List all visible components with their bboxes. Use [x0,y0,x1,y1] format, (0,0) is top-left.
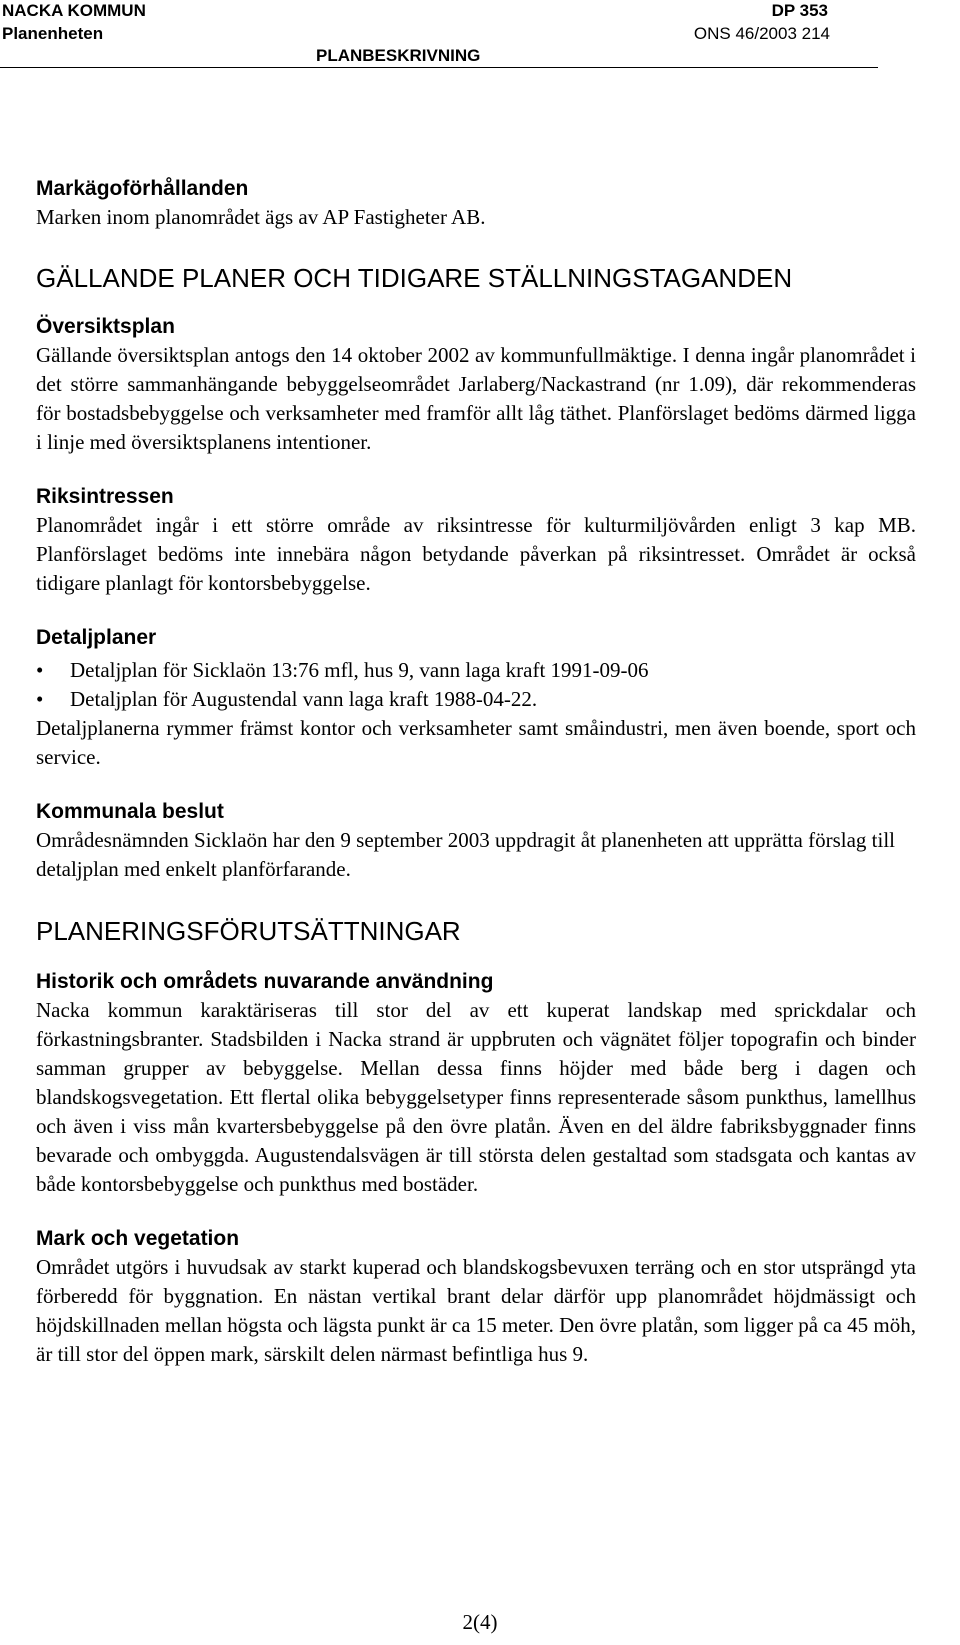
heading-oversiktsplan: Översiktsplan [36,315,175,338]
bullet-icon: • [36,658,44,682]
heading-detaljplaner: Detaljplaner [36,626,157,649]
heading-kommunala-beslut: Kommunala beslut [36,800,224,823]
paragraph-oversiktsplan: Gällande översiktsplan antogs den 14 oktober 2002 av kommunfullmäktige. I denna ingår planområdet i det större sammanhängande bebyggelseområdet Jarlaberg/Nackastrand (nr 1.09), där rekommenderas för bostadsbebyggelse och verksamheter med framför allt låg täthet. Planförslaget bedöms därmed ligga i linje med översiktsplanens intentioner. [36,343,916,454]
paragraph-mark-vegetation: Området utgörs i huvudsak av starkt kuperad och blandskogsbevuxen terräng och en stor utsprängd yta förberedd för byggnation. En nästan vertikal brant delar därför upp planområdet höjdmässigt och höjdskillnaden mellan högsta och lägsta punkt är ca 15 meter. Den övre platån, som ligger på ca 45 möh, är till stor del öppen mark, särskilt delen närmast befintliga hus 9. [36,1255,917,1366]
paragraph-markagoforhallanden: Marken inom planområdet ägs av AP Fastigheter AB. [36,205,486,229]
header-doc-id: DP 353 [771,1,828,20]
header-doc-title: PLANBESKRIVNING [316,46,481,65]
page-number: 2(4) [462,1610,498,1634]
heading-riksintressen: Riksintressen [36,485,174,508]
header-dept: Planenheten [2,24,104,43]
heading-markagoforhallanden: Markägoförhållanden [36,177,249,200]
section-historik [36,968,916,1199]
heading-gallande-planer: GÄLLANDE PLANER OCH TIDIGARE STÄLLNINGSTAGANDEN [36,263,793,293]
bullet-icon: • [36,687,44,711]
heading-mark-vegetation: Mark och vegetation [36,1227,240,1250]
paragraph-kommunala-beslut: Områdesnämnden Sicklaön har den 9 september 2003 uppdragit åt planenheten att upprätta förslag till detaljplan med enkelt planförfarande. [36,828,895,881]
heading-planeringsforutsattningar: PLANERINGSFÖRUTSÄTTNINGAR [36,916,461,946]
header-divider [0,67,878,68]
list-item-text: Detaljplan för Sicklaön 13:76 mfl, hus 9, vann laga kraft 1991-09-06 [70,658,649,682]
list-item-text: Detaljplan för Augustendal vann laga kraft 1988-04-22. [70,687,538,711]
list-item [36,685,916,714]
section-mark-vegetation [36,1225,916,1369]
paragraph-historik: Nacka kommun karaktäriseras till stor del av ett kuperat landskap med sprickdalar och förkastningsbranter. Stadsbilden i Nacka strand är uppbruten och vägnätet följer topografin och binder samman grupper av bebyggelse. Mellan dessa finns höjder med både berg i dagen och blandskogsvegetation. Ett flertal olika bebyggelsetyper finns representerade såsom punkthus, lamellhus och även i viss mån kvartersbebyggelse på den övre platån. Även en del äldre fabriksbyggnader finns bevarade och ombyggda. Augustendalsvägen är till största delen gestaltad som stadsgata och kantas av både kontorsbebyggelse och punkthus med bostäder. [36,998,916,1196]
section-detaljplaner [36,624,916,772]
paragraph-riksintressen: Planområdet ingår i ett större område av riksintresse för kulturmiljövården enligt 3 kap MB. Planförslaget bedöms inte innebära någon betydande påverkan på riksintresset. Området är också tidigare planlagt för kontorsbebyggelse. [36,513,916,595]
heading-historik: Historik och områdets nuvarande användning [36,970,494,993]
document-body [36,175,916,1369]
paragraph-detaljplaner: Detaljplanerna rymmer främst kontor och verksamheter samt småindustri, men även boende, sport och service. [36,716,916,769]
section-oversiktsplan [36,313,916,457]
header-case-number: ONS 46/2003 214 [693,24,830,43]
header-org: NACKA KOMMUN [2,1,146,20]
detaljplaner-list [36,656,916,714]
section-kommunala-beslut [36,798,916,884]
section-riksintressen [36,483,916,598]
list-item [36,656,916,685]
section-markagare [36,175,916,232]
